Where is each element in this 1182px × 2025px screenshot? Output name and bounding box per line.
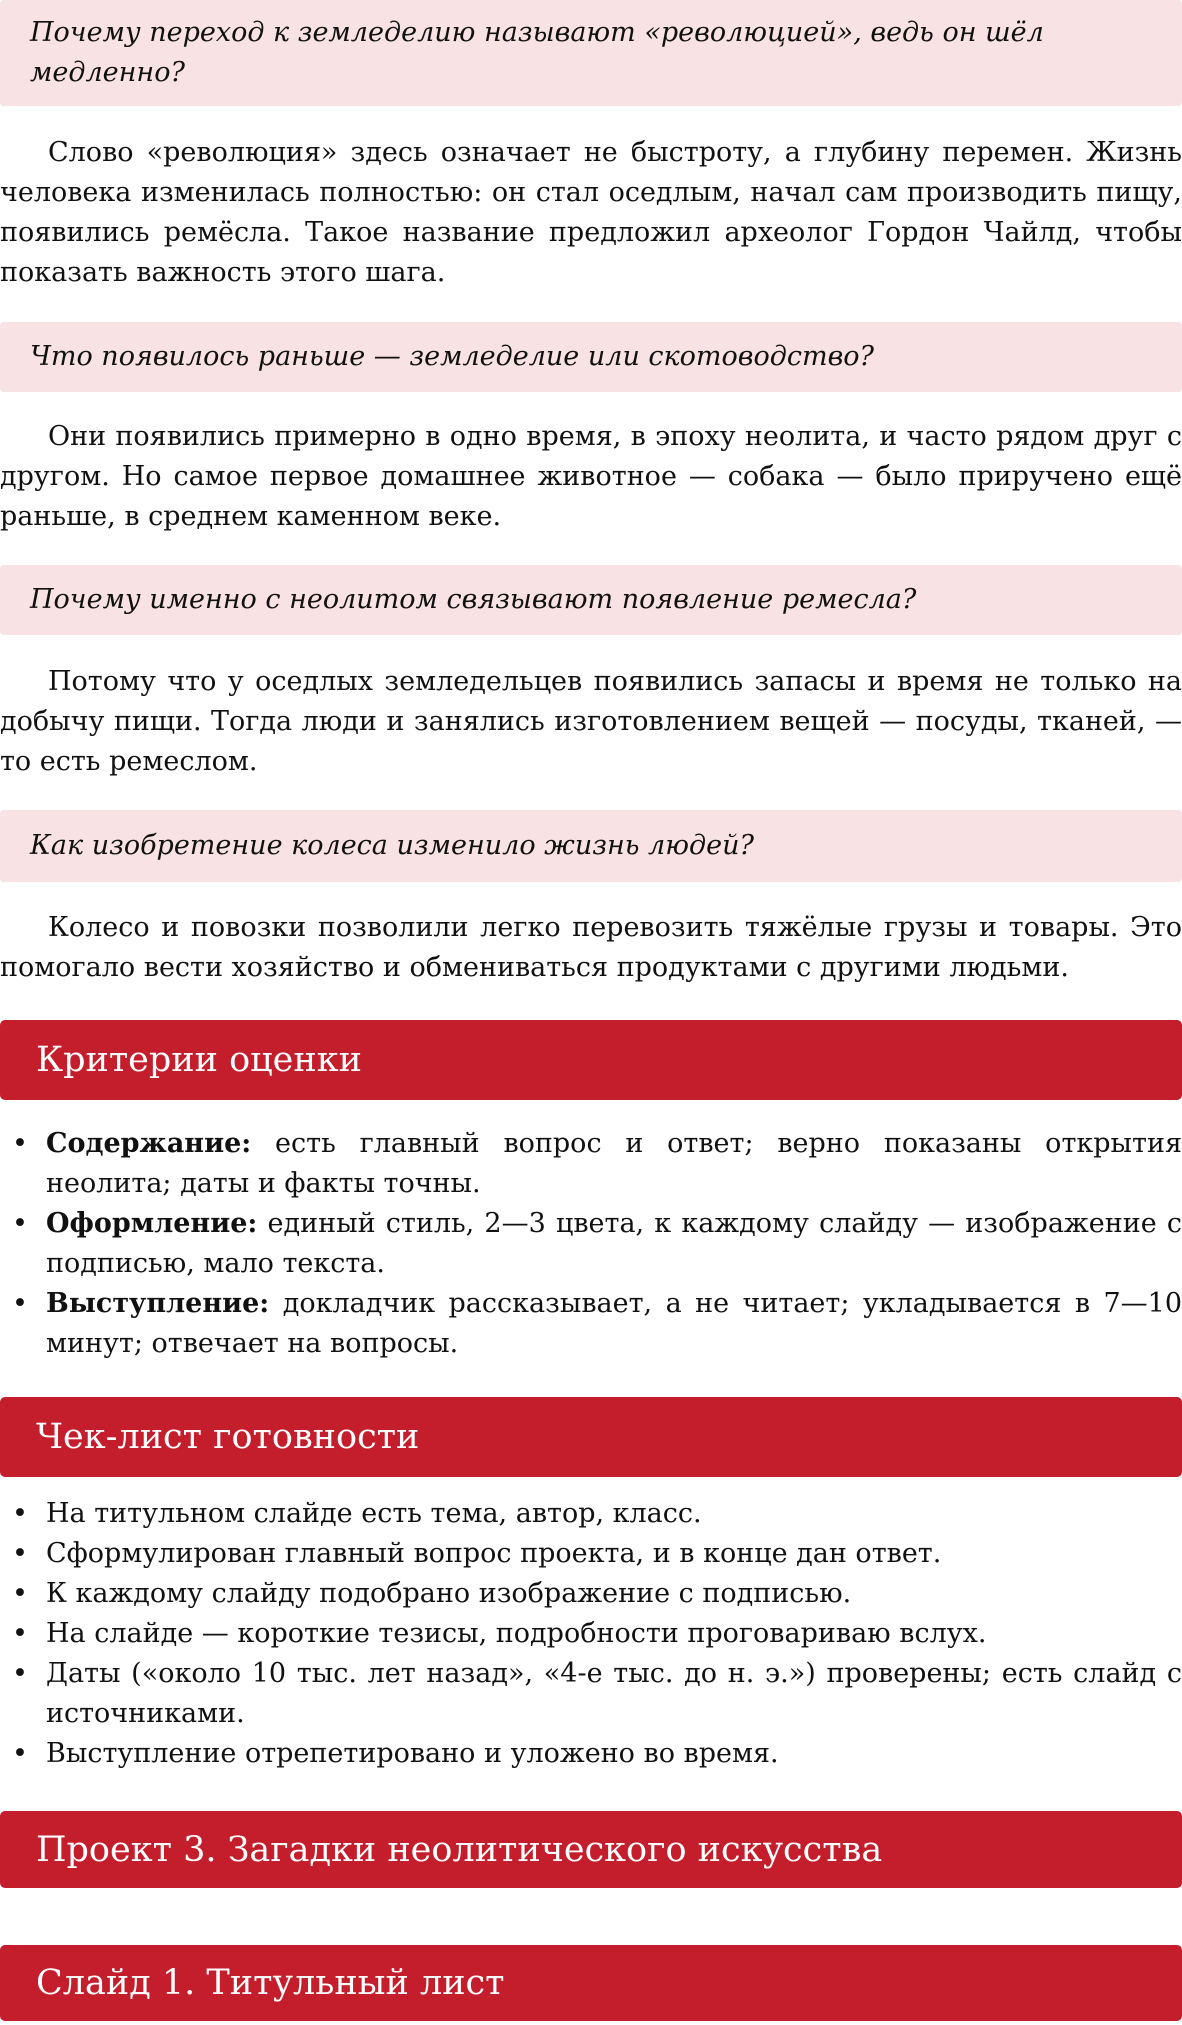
section-title: Критерии оценки [36, 1040, 362, 1080]
slide-title: Слайд 1. Титульный лист [36, 1963, 505, 2003]
question-box [0, 322, 1182, 392]
question-text: Почему переход к земледелию называют «революцией», ведь он шёл медленно? [30, 17, 1044, 88]
criteria-term: Оформление: [46, 1208, 258, 1239]
checklist-list [0, 1494, 1182, 1774]
question-box [0, 565, 1182, 635]
question-text: Как изобретение колеса изменило жизнь людей? [30, 830, 754, 861]
answer-text: Потому что у оседлых земледельцев появились запасы и время не только на добычу пищи. Тогда люди и занялись изготовлением вещей — посуды, тканей, — то есть ремеслом. [0, 666, 1182, 777]
list-item [0, 1204, 1182, 1284]
list-item [0, 1494, 1182, 1534]
project-title: Проект 3. Загадки неолитического искусства [36, 1829, 883, 1870]
question-box [0, 810, 1182, 882]
answer-text: Колесо и повозки позволили легко перевозить тяжёлые грузы и товары. Это помогало вести хозяйство и обмениваться продуктами с другими людьми. [0, 912, 1182, 983]
question-text: Почему именно с неолитом связывают появление ремесла? [30, 584, 917, 615]
checklist-text: К каждому слайду подобрано изображение с подписью. [46, 1578, 852, 1609]
answer-text: Они появились примерно в одно время, в эпоху неолита, и часто рядом друг с другом. Но самое первое домашнее животное — собака — было приручено ещё раньше, в среднем каменном веке. [0, 421, 1182, 532]
checklist-text: На титульном слайде есть тема, автор, класс. [46, 1498, 702, 1529]
list-item [0, 1614, 1182, 1654]
bullet-icon: • [12, 1738, 28, 1769]
bullet-icon: • [12, 1128, 28, 1159]
list-item [0, 1124, 1182, 1204]
question-text: Что появилось раньше — земледелие или скотоводство? [30, 341, 875, 372]
question-box [0, 0, 1182, 106]
list-item [0, 1284, 1182, 1364]
bullet-icon: • [12, 1618, 28, 1649]
section-header-checklist [0, 1397, 1182, 1477]
bullet-icon: • [12, 1538, 28, 1569]
criteria-term: Содержание: [46, 1128, 252, 1159]
checklist-text: На слайде — короткие тезисы, подробности проговариваю вслух. [46, 1618, 987, 1649]
section-title: Чек-лист готовности [36, 1417, 420, 1457]
list-item [0, 1534, 1182, 1574]
section-header-criteria [0, 1020, 1182, 1100]
bullet-icon: • [12, 1578, 28, 1609]
checklist-text: Сформулирован главный вопрос проекта, и в конце дан ответ. [46, 1538, 942, 1569]
criteria-text: докладчик рассказывает, а не читает; укладывается в 7—10 минут; отвечает на вопросы. [46, 1288, 1182, 1359]
list-item [0, 1734, 1182, 1774]
answer-text: Слово «революция» здесь означает не быстроту, а глубину перемен. Жизнь человека изменилась полностью: он стал оседлым, начал сам производить пищу, появились ремёсла. Такое название предложил археолог Гордон Чайлд, чтобы показать важность этого шага. [0, 137, 1182, 288]
bullet-icon: • [12, 1498, 28, 1529]
bullet-icon: • [12, 1208, 28, 1239]
bullet-icon: • [12, 1288, 28, 1319]
criteria-term: Выступление: [46, 1288, 270, 1319]
checklist-text: Даты («около 10 тыс. лет назад», «4-е тыс. до н. э.») проверены; есть слайд с источниками. [46, 1658, 1182, 1729]
criteria-list [0, 1124, 1182, 1364]
checklist-text: Выступление отрепетировано и уложено во время. [46, 1738, 779, 1769]
section-header-project [0, 1811, 1182, 1888]
list-item [0, 1574, 1182, 1614]
section-header-slide [0, 1945, 1182, 2021]
criteria-text: есть главный вопрос и ответ; верно показаны открытия неолита; даты и факты точны. [46, 1128, 1182, 1199]
list-item [0, 1654, 1182, 1734]
criteria-text: единый стиль, 2—3 цвета, к каждому слайду — изображение с подписью, мало текста. [46, 1208, 1182, 1279]
bullet-icon: • [12, 1658, 28, 1689]
